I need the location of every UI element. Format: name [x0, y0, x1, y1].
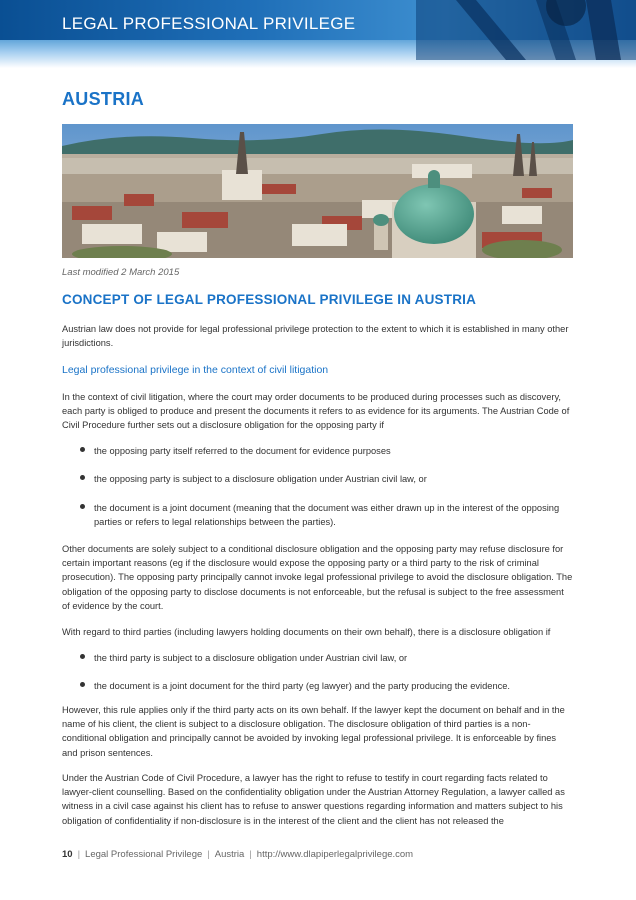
bullet-icon [80, 447, 85, 452]
footer-separator: | [207, 849, 210, 860]
footer-doc-title: Legal Professional Privilege [85, 849, 203, 860]
paragraph-right-to-refuse: Under the Austrian Code of Civil Procedure, a lawyer has the right to refuse to testify in court regarding facts related to lawyer-client counselling. Based on the confidentiality obligation under the Austrian Attorney Regulation, a lawyer called as witness in a civil case against his client has to refuse to answer questions regarding information and matters subject to his obligation of confidentiality if non-disclosure is in the interest of the client and the client has not released the [62, 773, 565, 826]
bullet-icon [80, 504, 85, 509]
paragraph-civil-litigation: In the context of civil litigation, where the court may order documents to be produced during processes such as discovery, each party is obliged to produce and present the documents it refers to as evidence for its arguments. The Austrian Code of Civil Procedure further sets out a disclosure obligation for the opposing party if [62, 392, 570, 431]
section-title: CONCEPT OF LEGAL PROFESSIONAL PRIVILEGE IN AUSTRIA [62, 292, 477, 307]
cityscape-illustration [62, 124, 573, 258]
page-number: 10 [62, 849, 73, 860]
paragraph-conditional-disclosure: Other documents are solely subject to a conditional disclosure obligation and the opposing party may refuse disclosure for certain important reasons (eg if the disclosure would expose the opposing party or a third party to the risk of criminal prosecution). The opposing party principally cannot invoke legal professional privilege to avoid the disclosure obligation. The obligation of the opposing party to disclose documents is not enforceable, but the refusal is subject to the free assessment of evidence by the court. [62, 544, 573, 611]
bullet-icon [80, 475, 85, 480]
bullet-icon [80, 654, 85, 659]
bullet-icon [80, 682, 85, 687]
list-item [80, 651, 574, 665]
footer-url[interactable]: http://www.dlapiperlegalprivilege.com [256, 849, 414, 860]
paragraph-own-behalf: However, this rule applies only if the third party acts on its own behalf. If the lawyer kept the document on behalf and in the name of his client, the client is subject to a disclosure obligation. The disclosure obligation of third parties is a non-conditional obligation and principally cannot be avoided by invoking legal professional privilege. It is enforceable by fines and prison sentences. [62, 705, 565, 758]
footer-separator: | [77, 849, 81, 860]
last-modified-date: Last modified 2 March 2015 [62, 267, 180, 278]
footer-separator: | [249, 849, 252, 860]
page-footer [62, 849, 413, 860]
intro-paragraph: Austrian law does not provide for legal professional privilege protection to the extent to which it is established in many other jurisdictions. [62, 324, 569, 349]
country-heading: AUSTRIA [62, 89, 145, 109]
list-item [80, 444, 574, 458]
list-item-text: the document is a joint document for the third party (eg lawyer) and the party producing the evidence. [94, 681, 511, 691]
vienna-cityscape-photo [62, 124, 573, 258]
list-item-text: the third party is subject to a disclosure obligation under Austrian civil law, or [94, 653, 408, 663]
list-item-text: the opposing party is subject to a disclosure obligation under Austrian civil law, or [94, 474, 427, 484]
page-header [0, 0, 636, 68]
list-item [80, 679, 574, 693]
header-decoration [416, 0, 636, 60]
paragraph-third-parties: With regard to third parties (including lawyers holding documents on their own behalf), there is a disclosure obligation if [62, 627, 551, 637]
list-item-text: the opposing party itself referred to the document for evidence purposes [94, 446, 391, 456]
list-item [80, 501, 574, 529]
subheading: Legal professional privilege in the context of civil litigation [62, 364, 329, 376]
header-title: LEGAL PROFESSIONAL PRIVILEGE [62, 14, 356, 33]
list-item-text: the document is a joint document (meaning that the document was either drawn up in the interest of the opposing parties or refers to legal relationships between the parties). [94, 503, 560, 528]
list-item [80, 472, 574, 486]
footer-country: Austria [214, 849, 245, 860]
